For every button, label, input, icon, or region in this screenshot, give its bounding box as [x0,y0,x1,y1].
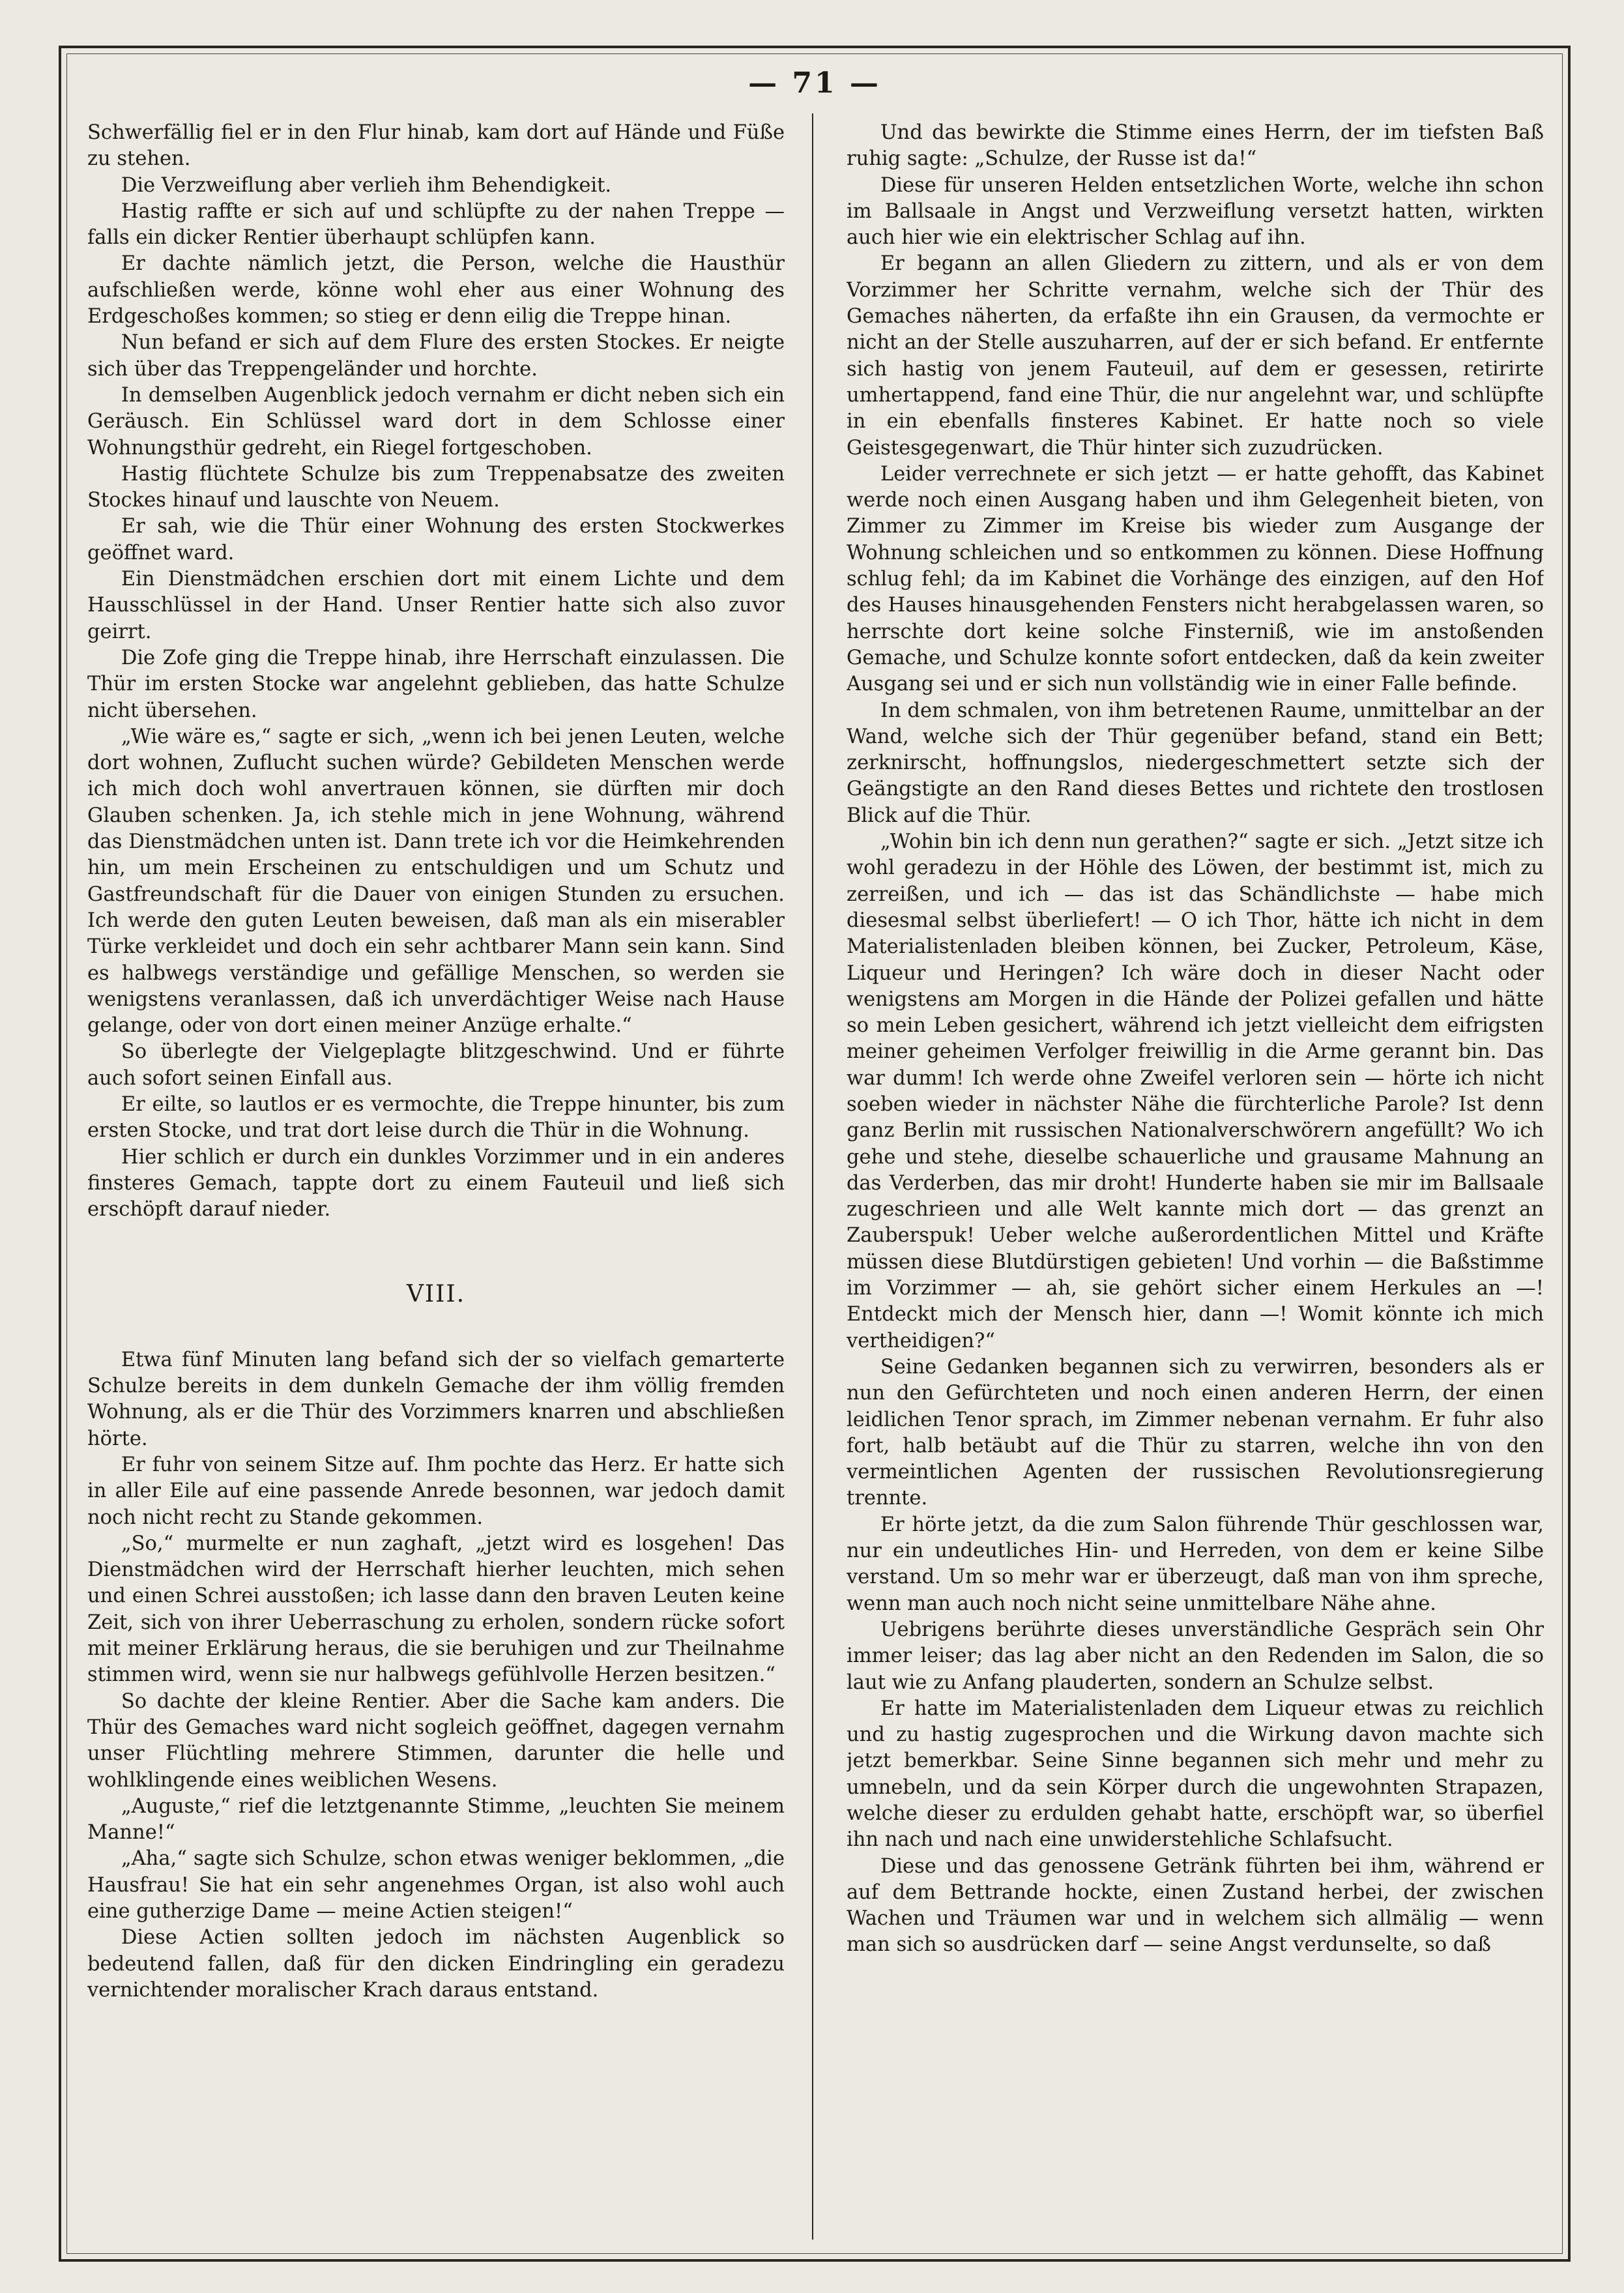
paragraph: Hier schlich er durch ein dunkles Vorzimmer und in ein anderes finsteres Gemach, tappte dort zu einem Fauteuil und ließ sich erschöpft darauf nieder. [87,1145,785,1221]
left-paragraphs-before-chapter [87,120,785,1223]
paragraph: Die Zofe ging die Treppe hinab, ihre Herrschaft einzulassen. Die Thür im ersten Stocke war angelehnt geblieben, das hatte Schulze nicht übersehen. [87,646,785,722]
paragraph: Er begann an allen Gliedern zu zittern, und als er von dem Vorzimmer her Schritte vernahm, welche sich der Thür des Gemaches näherten, da erfaßte ihn ein Grausen, da vermochte er nicht an der Stelle auszuharren, auf der er sich befand. Er entfernte sich hastig von jenem Fauteuil, auf dem er gesessen, retirirte umhertappend, fand eine Thür, die nur angelehnt war, und schlüpfte in ein ebenfalls finsteres Kabinet. Er hatte noch so viele Geistesgegenwart, die Thür hinter sich zuzudrücken. [847,252,1544,460]
column-divider [812,113,813,2240]
paragraph: In dem schmalen, von ihm betretenen Raume, unmittelbar an der Wand, welche sich der Thür gegenüber befand, stand ein Bett; zerknirscht, hoffnungslos, niedergeschmettert setzte sich der Geängstigte an den Rand dieses Bettes und richtete den trostlosen Blick auf die Thür. [847,699,1544,827]
left-paragraphs-after-chapter [87,1347,785,2004]
paragraph: So überlegte der Vielgeplagte blitzgeschwind. Und er führte auch sofort seinen Einfall aus. [87,1040,785,1090]
paragraph: Uebrigens berührte dieses unverständliche Gespräch sein Ohr immer leiser; das lag aber nicht an den Redenden im Salon, die so laut wie zu Anfang plauderten, sondern an Schulze selbst. [847,1618,1544,1694]
paragraph: Diese für unseren Helden entsetzlichen Worte, welche ihn schon im Ballsaale in Angst und Verzweiflung versetzt hatten, wirkten auch hier wie ein elektrischer Schlag auf ihn. [847,173,1544,250]
paragraph: Hastig flüchtete Schulze bis zum Treppenabsatze des zweiten Stockes hinauf und lauschte von Neuem. [87,462,785,512]
paragraph: Hastig raffte er sich auf und schlüpfte zu der nahen Treppe — falls ein dicker Rentier überhaupt schlüpfen kann. [87,199,785,250]
paragraph: Er fuhr von seinem Sitze auf. Ihm pochte das Herz. Er hatte sich in aller Eile auf eine passende Anrede besonnen, war jedoch damit noch nicht recht zu Stande gekommen. [87,1453,785,1529]
paragraph: Diese und das genossene Getränk führten bei ihm, während er auf dem Bettrande hockte, einen Zustand herbei, der zwischen Wachen und Träumen war und in welchem sich allmälig — wenn man sich so ausdrücken darf — seine Angst verdunselte, so daß [847,1854,1544,1957]
paragraph: Ein Dienstmädchen erschien dort mit einem Lichte und dem Hausschlüssel in der Hand. Unser Rentier hatte sich also zuvor geirrt. [87,568,785,643]
paragraph: „Aha,“ sagte sich Schulze, schon etwas weniger beklommen, „die Hausfrau! Sie hat ein sehr angenehmes Organ, ist also wohl auch eine gutherzige Dame — meine Actien steigen!“ [87,1847,785,1923]
paragraph: Die Verzweiflung aber verlieh ihm Behendigkeit. [121,173,612,197]
paragraph: „Auguste,“ rief die letztgenannte Stimme, „leuchten Sie meinem Manne!“ [87,1794,785,1845]
paragraph: Leider verrechnete er sich jetzt — er hatte gehofft, das Kabinet werde noch einen Ausgang haben und ihm Gelegenheit bieten, von Zimmer zu Zimmer im Kreise bis wieder zum Ausgange der Wohnung schleichen und so entkommen zu können. Diese Hoffnung schlug fehl; da im Kabinet die Vorhänge des einzigen, auf den Hof des Hauses hinausgehenden Fensters nicht herabgelassen waren, so herrschte dort keine solche Finsterniß, wie im anstoßenden Gemache, und Schulze konnte sofort entdecken, daß da kein zweiter Ausgang sei und er sich nun vollständig wie in einer Falle befinde. [847,462,1544,696]
paragraph: „Wohin bin ich denn nun gerathen?“ sagte er sich. „Jetzt sitze ich wohl geradezu in der Höhle des Löwen, der bestimmt ist, mich zu zerreißen, und ich — das ist das Schändlichste — habe mich diesesmal selbst überliefert! — O ich Thor, hätte ich nicht in dem Materialistenladen bleiben können, bei Zucker, Petroleum, Käse, Liqueur und Heringen? Ich wäre doch in dieser Nacht oder wenigstens am Morgen in die Hände der Polizei gefallen und hätte so mein Leben gesichert, während ich jetzt vielleicht dem eifrigsten meiner geheimen Verfolger freiwillig in die Arme gerannt bin. Das war dumm! Ich werde ohne Zweifel verloren sein — hörte ich nicht soeben wieder in nächster Nähe die fürchterliche Parole? Ist denn ganz Berlin mit russischen Nationalverschwörern angefüllt? Wo ich gehe und stehe, dieselbe schauerliche und grausame Mahnung an das Verderben, das mir droht! Hunderte haben sie mir im Ballsaale zugeschrieen und alle Welt kannte mich dort — das grenzt an Zauberspuk! Ueber welche außerordentlichen Mittel und Kräfte müssen diese Blutdürstigen gebieten! Und vorhin — die Baßstimme im Vorzimmer — ah, sie gehört sicher einem Herkules an —! Entdeckt mich der Mensch hier, dann —! Womit könnte ich mich vertheidigen?“ [847,830,1544,1352]
paragraph: Etwa fünf Minuten lang befand sich der so vielfach gemarterte Schulze bereits in dem dunkeln Gemache der ihm völlig fremden Wohnung, als er die Thür des Vorzimmers knarren und abschließen hörte. [87,1348,785,1450]
paragraph: Seine Gedanken begannen sich zu verwirren, besonders als er nun den Gefürchteten und noch einen anderen Herrn, der einen leidlichen Tenor sprach, im Zimmer nebenan vernahm. Er fuhr also fort, halb betäubt auf die Thür zu starren, welche ihn von den vermeintlichen Agenten der russischen Revolutionsregierung trennte. [847,1355,1544,1510]
paragraph: In demselben Augenblick jedoch vernahm er dicht neben sich ein Geräusch. Ein Schlüssel ward dort in dem Schlosse einer Wohnungsthür gedreht, ein Riegel fortgeschoben. [87,383,785,460]
paragraph: Er hatte im Materialistenladen dem Liqueur etwas zu reichlich und zu hastig zugesprochen und die Wirkung davon machte sich jetzt bemerkbar. Seine Sinne begannen sich mehr und mehr zu umnebeln, und da sein Körper durch die ungewohnten Strapazen, welche dieser zu erdulden gehabt hatte, erschöpft war, so überfiel ihn nach und nach eine unwiderstehliche Schlafsucht. [847,1697,1544,1852]
newspaper-page [59,46,1571,2262]
paragraph: Schwerfällig fiel er in den Flur hinab, kam dort auf Hände und Füße zu stehen. [87,121,785,171]
paragraph: Diese Actien sollten jedoch im nächsten Augenblick so bedeutend fallen, daß für den dicken Eindringling ein geradezu vernichtender moralischer Krach daraus entstand. [87,1926,785,2002]
paragraph: „So,“ murmelte er nun zaghaft, „jetzt wird es losgehen! Das Dienstmädchen wird der Herrschaft hierher leuchten, mich sehen und einen Schrei ausstoßen; ich lasse dann den braven Leuten keine Zeit, sich von ihrer Ueberraschung zu erholen, sondern rücke sofort mit meiner Erklärung heraus, die sie beruhigen und zur Theilnahme stimmen wird, wenn sie nur halbwegs gefühlvolle Herzen besitzen.“ [87,1532,785,1687]
paragraph: Und das bewirkte die Stimme eines Herrn, der im tiefsten Baß ruhig sagte: „Schulze, der Russe ist da!“ [847,121,1544,171]
right-column [847,120,1544,2245]
paragraph: Er dachte nämlich jetzt, die Person, welche die Hausthür aufschließen werde, könne wohl eher aus einer Wohnung des Erdgeschoßes kommen; so stieg er denn eilig die Treppe hinan. [87,252,785,329]
right-paragraphs [847,120,1544,1959]
paragraph: Nun befand er sich auf dem Flure des ersten Stockes. Er neigte sich über das Treppengeländer und horchte. [87,331,785,381]
page-number: — 71 — [748,66,881,100]
paragraph: „Wie wäre es,“ sagte er sich, „wenn ich bei jenen Leuten, welche dort wohnen, Zuflucht suchen würde? Gebildeten Menschen werde ich mich doch wohl anvertrauen können, sie dürften mir doch Glauben schenken. Ja, ich stehle mich in jene Wohnung, während das Dienstmädchen unten ist. Dann trete ich vor die Heimkehrenden hin, um mein Erscheinen zu entschuldigen und um Schutz und Gastfreundschaft für die Dauer von einigen Stunden zu ersuchen. Ich werde den guten Leuten beweisen, daß man als ein miserabler Türke verkleidet und doch ein sehr achtbarer Mann sein kann. Sind es halbwegs verständige und gefällige Menschen, so werden sie wenigstens veranlassen, daß ich unverdächtiger Weise nach Hause gelange, oder von dort einen meiner Anzüge erhalte.“ [87,725,785,1038]
left-column [87,120,785,2245]
paragraph: Er sah, wie die Thür einer Wohnung des ersten Stockwerkes geöffnet ward. [87,515,785,564]
paragraph: Er eilte, so lautlos er es vermochte, die Treppe hinunter, bis zum ersten Stocke, und trat dort leise durch die Thür in die Wohnung. [87,1092,785,1143]
paragraph: Er hörte jetzt, da die zum Salon führende Thür geschlossen war, nur ein undeutliches Hin- und Herreden, von dem er keine Silbe verstand. Um so mehr war er überzeugt, daß man von ihm spreche, wenn man auch noch nicht seine unmittelbare Nähe ahne. [847,1513,1544,1615]
paragraph: So dachte der kleine Rentier. Aber die Sache kam anders. Die Thür des Gemaches ward nicht sogleich geöffnet, dagegen vernahm unser Flüchtling mehrere Stimmen, darunter die helle und wohlklingende eines weiblichen Wesens. [87,1689,785,1792]
chapter-heading: VIII. [406,1281,466,1308]
